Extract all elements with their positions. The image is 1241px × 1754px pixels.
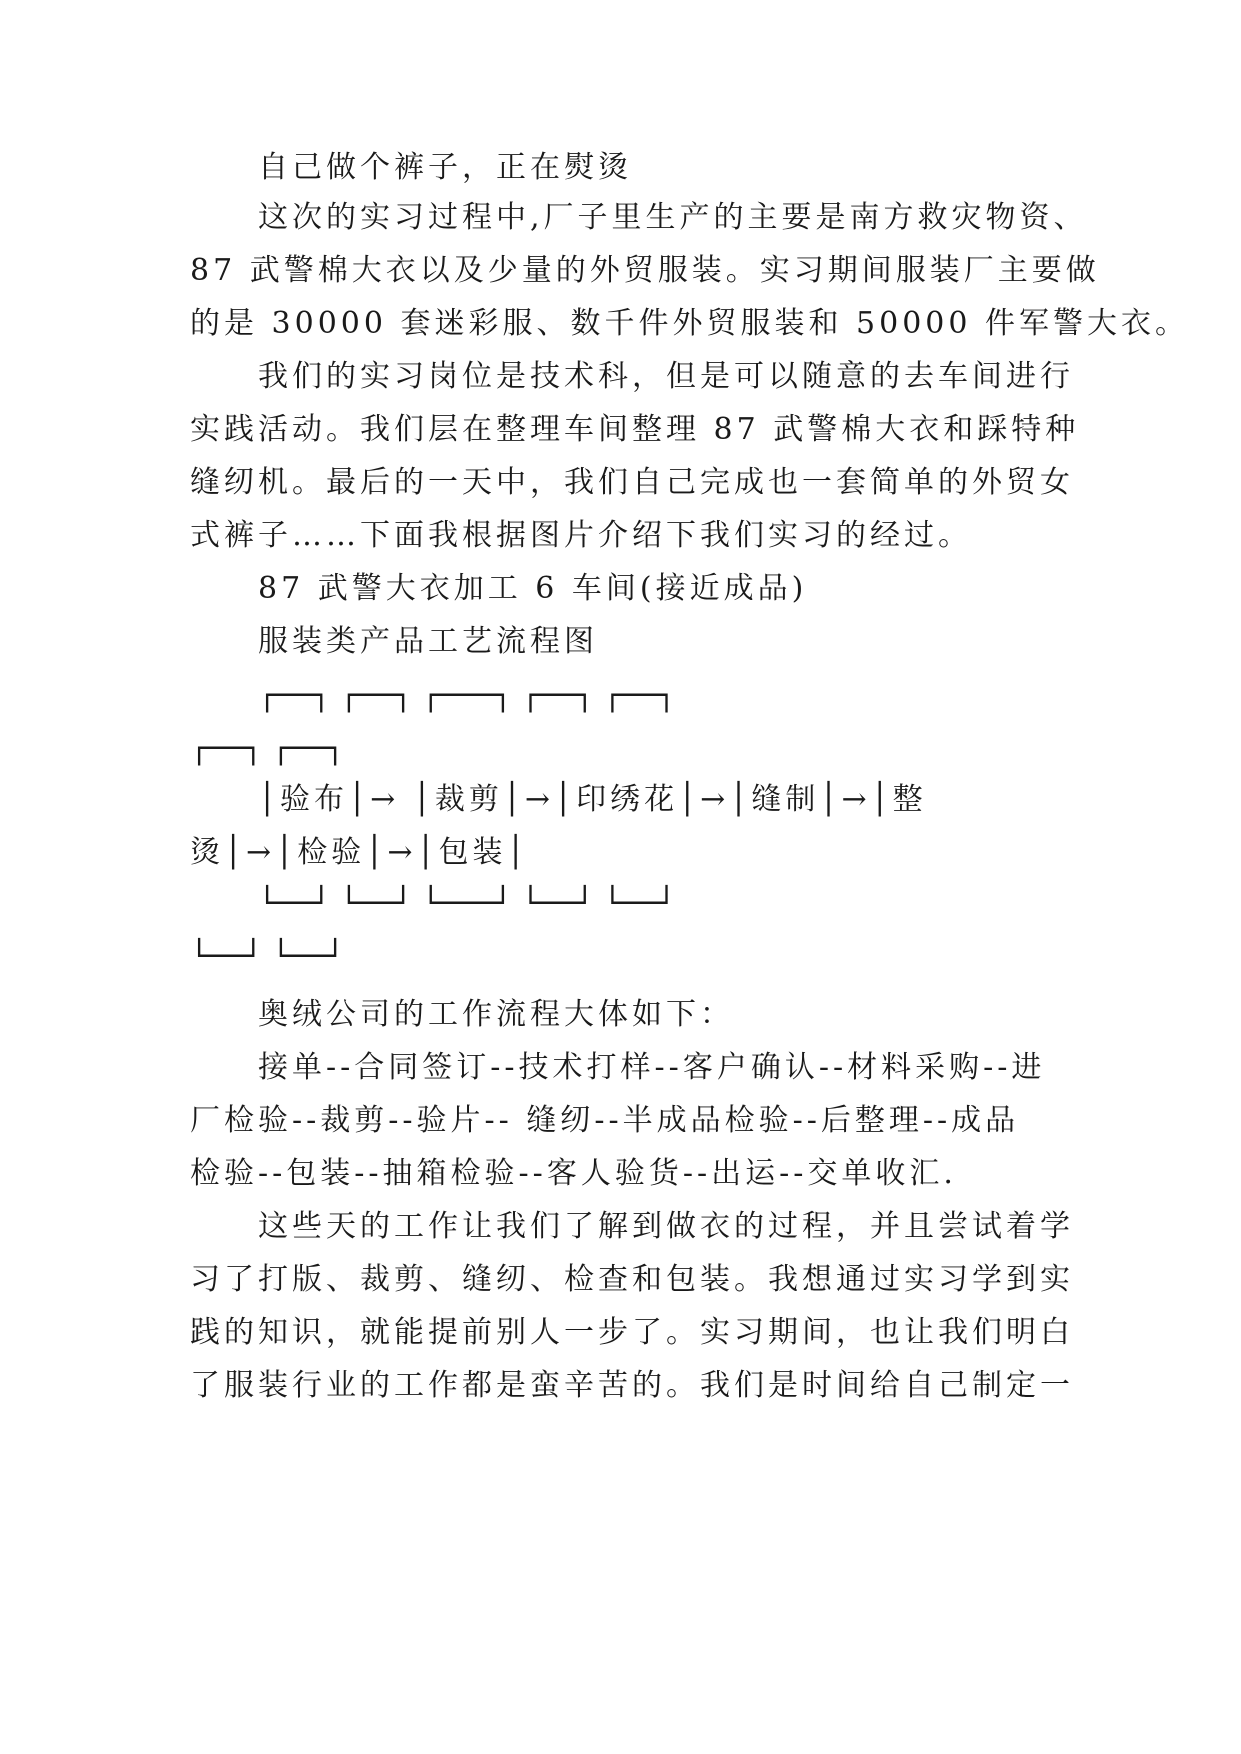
workflow-line: 检验--包装--抽箱检验--客人验货--出运--交单收汇. xyxy=(190,1156,957,1191)
paragraph-line: 式裤子……下面我根据图片介绍下我们实习的经过。 xyxy=(190,518,972,553)
workflow-line: 厂检验--裁剪--验片-- 缝纫--半成品检验--后整理--成品 xyxy=(190,1103,1020,1138)
paragraph-line: 的是 30000 套迷彩服、数千件外贸服装和 50000 件军警大衣。 xyxy=(190,306,1190,341)
paragraph-line: 这次的实习过程中,厂子里生产的主要是南方救灾物资、 xyxy=(258,200,1088,235)
paragraph-line: 实践活动。我们层在整理车间整理 87 武警棉大衣和踩特种 xyxy=(190,412,1080,447)
caption-workshop: 87 武警大衣加工 6 车间(接近成品) xyxy=(258,571,808,606)
workflow-line: 接单--合同签订--技术打样--客户确认--材料采购--进 xyxy=(258,1050,1046,1085)
paragraph-line: 87 武警棉大衣以及少量的外贸服装。实习期间服装厂主要做 xyxy=(190,253,1100,288)
flowchart-bottom-border: └──┘ └──┘ └───┘ └──┘ └──┘ xyxy=(258,886,676,921)
paragraph-line: 了服装行业的工作都是蛮辛苦的。我们是时间给自己制定一 xyxy=(190,1368,1074,1403)
paragraph-line: 缝纫机。最后的一天中，我们自己完成也一套简单的外贸女 xyxy=(190,465,1074,500)
paragraph-line: 这些天的工作让我们了解到做衣的过程，并且尝试着学 xyxy=(258,1209,1074,1244)
paragraph-line: 我们的实习岗位是技术科，但是可以随意的去车间进行 xyxy=(258,359,1074,394)
flowchart-labels: │验布│→ │裁剪│→│印绣花│→│缝制│→│整 xyxy=(258,782,927,817)
workflow-heading: 奥绒公司的工作流程大体如下： xyxy=(258,997,734,1032)
paragraph-line: 习了打版、裁剪、缝纫、检查和包装。我想通过实习学到实 xyxy=(190,1262,1074,1297)
flowchart-top-border: ┌──┐ ┌──┐ xyxy=(190,731,345,766)
caption-pants: 自己做个裤子，正在熨烫 xyxy=(258,150,632,185)
flowchart-top-border: ┌──┐ ┌──┐ ┌───┐ ┌──┐ ┌──┐ xyxy=(258,678,676,713)
flowchart-labels: 烫│→│检验│→│包装│ xyxy=(190,835,529,870)
flowchart-bottom-border: └──┘ └──┘ xyxy=(190,939,345,974)
paragraph-line: 践的知识，就能提前别人一步了。实习期间，也让我们明白 xyxy=(190,1315,1074,1350)
flowchart-title: 服装类产品工艺流程图 xyxy=(258,624,598,659)
